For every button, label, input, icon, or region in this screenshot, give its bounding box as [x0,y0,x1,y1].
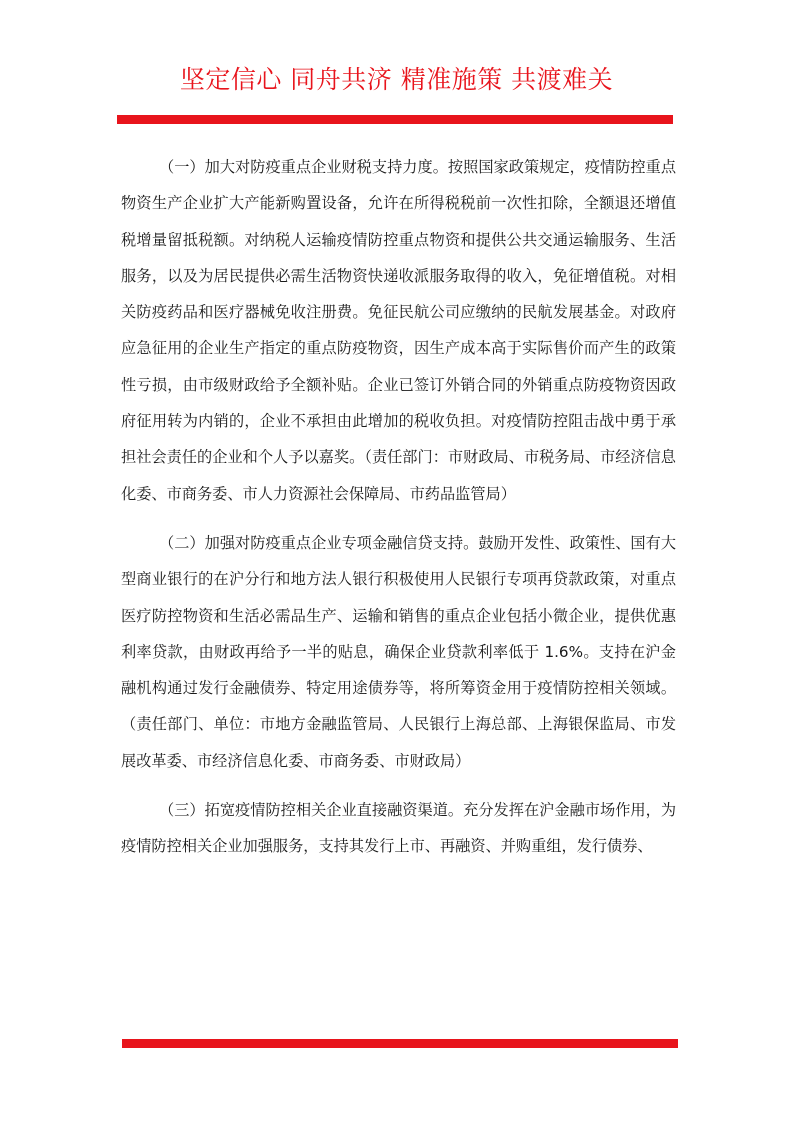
page-title: 坚定信心 同舟共济 精准施策 共渡难关 [179,65,614,94]
paragraph-1: （一）加大对防疫重点企业财税支持力度。按照国家政策规定，疫情防控重点物资生产企业扩大产能新购置设备，允许在所得税税前一次性扣除，全额退还增值税增量留抵税额。对纳税人运输疫情防控重点物资和提供公共交通运输服务、生活服务，以及为居民提供必需生活物资快递收派服务取得的收入，免征增值税。对相关防疫药品和医疗器械免收注册费。免征民航公司应缴纳的民航发展基金。对政府应急征用的企业生产指定的重点防疫物资，因生产成本高于实际售价而产生的政策性亏损，由市级财政给予全额补贴。企业已签订外销合同的外销重点防疫物资因政府征用转为内销的，企业不承担由此增加的税收负担。对疫情防控阻击战中勇于承担社会责任的企业和个人予以嘉奖。（责任部门：市财政局、市税务局、市经济信息化委、市商务委、市人力资源社会保障局、市药品监管局） [121,158,676,503]
top-divider [117,115,673,124]
paragraph-2: （二）加强对防疫重点企业专项金融信贷支持。鼓励开发性、政策性、国有大型商业银行的在沪分行和地方法人银行积极使用人民银行专项再贷款政策，对重点医疗防控物资和生活必需品生产、运输和销售的重点企业包括小微企业，提供优惠利率贷款，由财政再给予一半的贴息，确保企业贷款利率低于 1.6%。支持在沪金融机构通过发行金融债券、特定用途债券等，将所筹资金用于疫情防控相关领域。（责任部门、单位：市地方金融监管局、人民银行上海总部、上海银保监局、市发展改革委、市经济信息化委、市商务委、市财政局） [121,533,676,770]
paragraph-3: （三）拓宽疫情防控相关企业直接融资渠道。充分发挥在沪金融市场作用，为疫情防控相关企业加强服务，支持其发行上市、再融资、并购重组，发行债券、 [121,801,676,856]
bottom-divider [122,1039,678,1048]
document-body [121,149,676,878]
